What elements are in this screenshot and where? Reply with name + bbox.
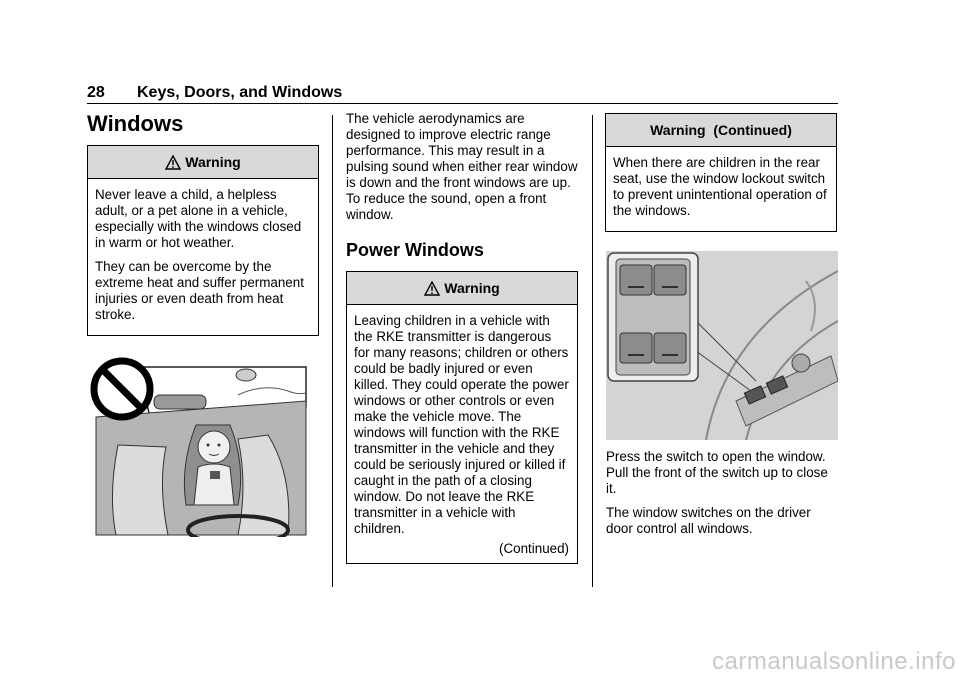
warning-title-bar [606,114,836,147]
prohibition-icon [94,361,150,417]
switch-operation-paragraph: Press the switch to open the window. Pull the front of the switch up to close it. [606,449,828,496]
window-switch-illustration [606,251,838,445]
warning-paragraph: They can be overcome by the extreme heat and suffer permanent injuries or even death from heat stroke. [95,259,304,322]
warning-title: Warning (Continued) [650,122,792,138]
warning-paragraph: Leaving children in a vehicle with the RKE transmitter is dangerous for many reasons; children or others could be badly injured or even killed. They could operate the power windows or other controls or even make the vehicle move. The windows will function with the RKE transmitter in the vehicle and they could be seriously injured or killed if caught in the path of a closing window. Do not leave the RKE transmitter in a vehicle with children. [354,313,569,536]
warning-body [347,305,577,563]
aerodynamics-paragraph: The vehicle aerodynamics are designed to improve electric range performance. This may result in a pulsing sound when either rear window is down and the front windows are up. To reduce the sound, open a front window. [346,111,578,222]
page-number: 28 [87,84,105,101]
right-column [605,113,837,232]
column-divider-2 [592,115,593,587]
continued-label: (Continued) [499,541,569,556]
watermark: carmanualsonline.info [712,648,956,675]
left-column [87,111,319,336]
warning-paragraph: When there are children in the rear seat, use the window lockout switch to prevent unintentional operation of the windows. [613,155,827,218]
warning-box-rke [346,271,578,564]
right-column-text [606,449,838,545]
child-in-vehicle-illustration [88,355,308,542]
warning-triangle-icon [424,281,440,296]
warning-title: Warning [444,280,500,296]
middle-column [346,111,578,564]
warning-title: Warning [185,154,241,170]
header-rule [87,103,838,104]
page-header [87,84,342,102]
warning-paragraph: Never leave a child, a helpless adult, or a pet alone in a vehicle, especially with the windows closed in warm or hot weather. [95,187,302,250]
warning-title-bar [88,146,318,179]
warning-box-continued [605,113,837,232]
warning-triangle-icon [165,155,181,170]
warning-body [606,147,836,231]
column-divider-1 [332,115,333,587]
section-title: Keys, Doors, and Windows [137,84,343,101]
power-windows-heading: Power Windows [346,240,484,260]
warning-body [88,179,318,335]
warning-box-child-alone [87,145,319,336]
driver-switches-paragraph: The window switches on the driver door control all windows. [606,505,811,536]
warning-title-bar [347,272,577,305]
windows-heading: Windows [87,111,184,136]
